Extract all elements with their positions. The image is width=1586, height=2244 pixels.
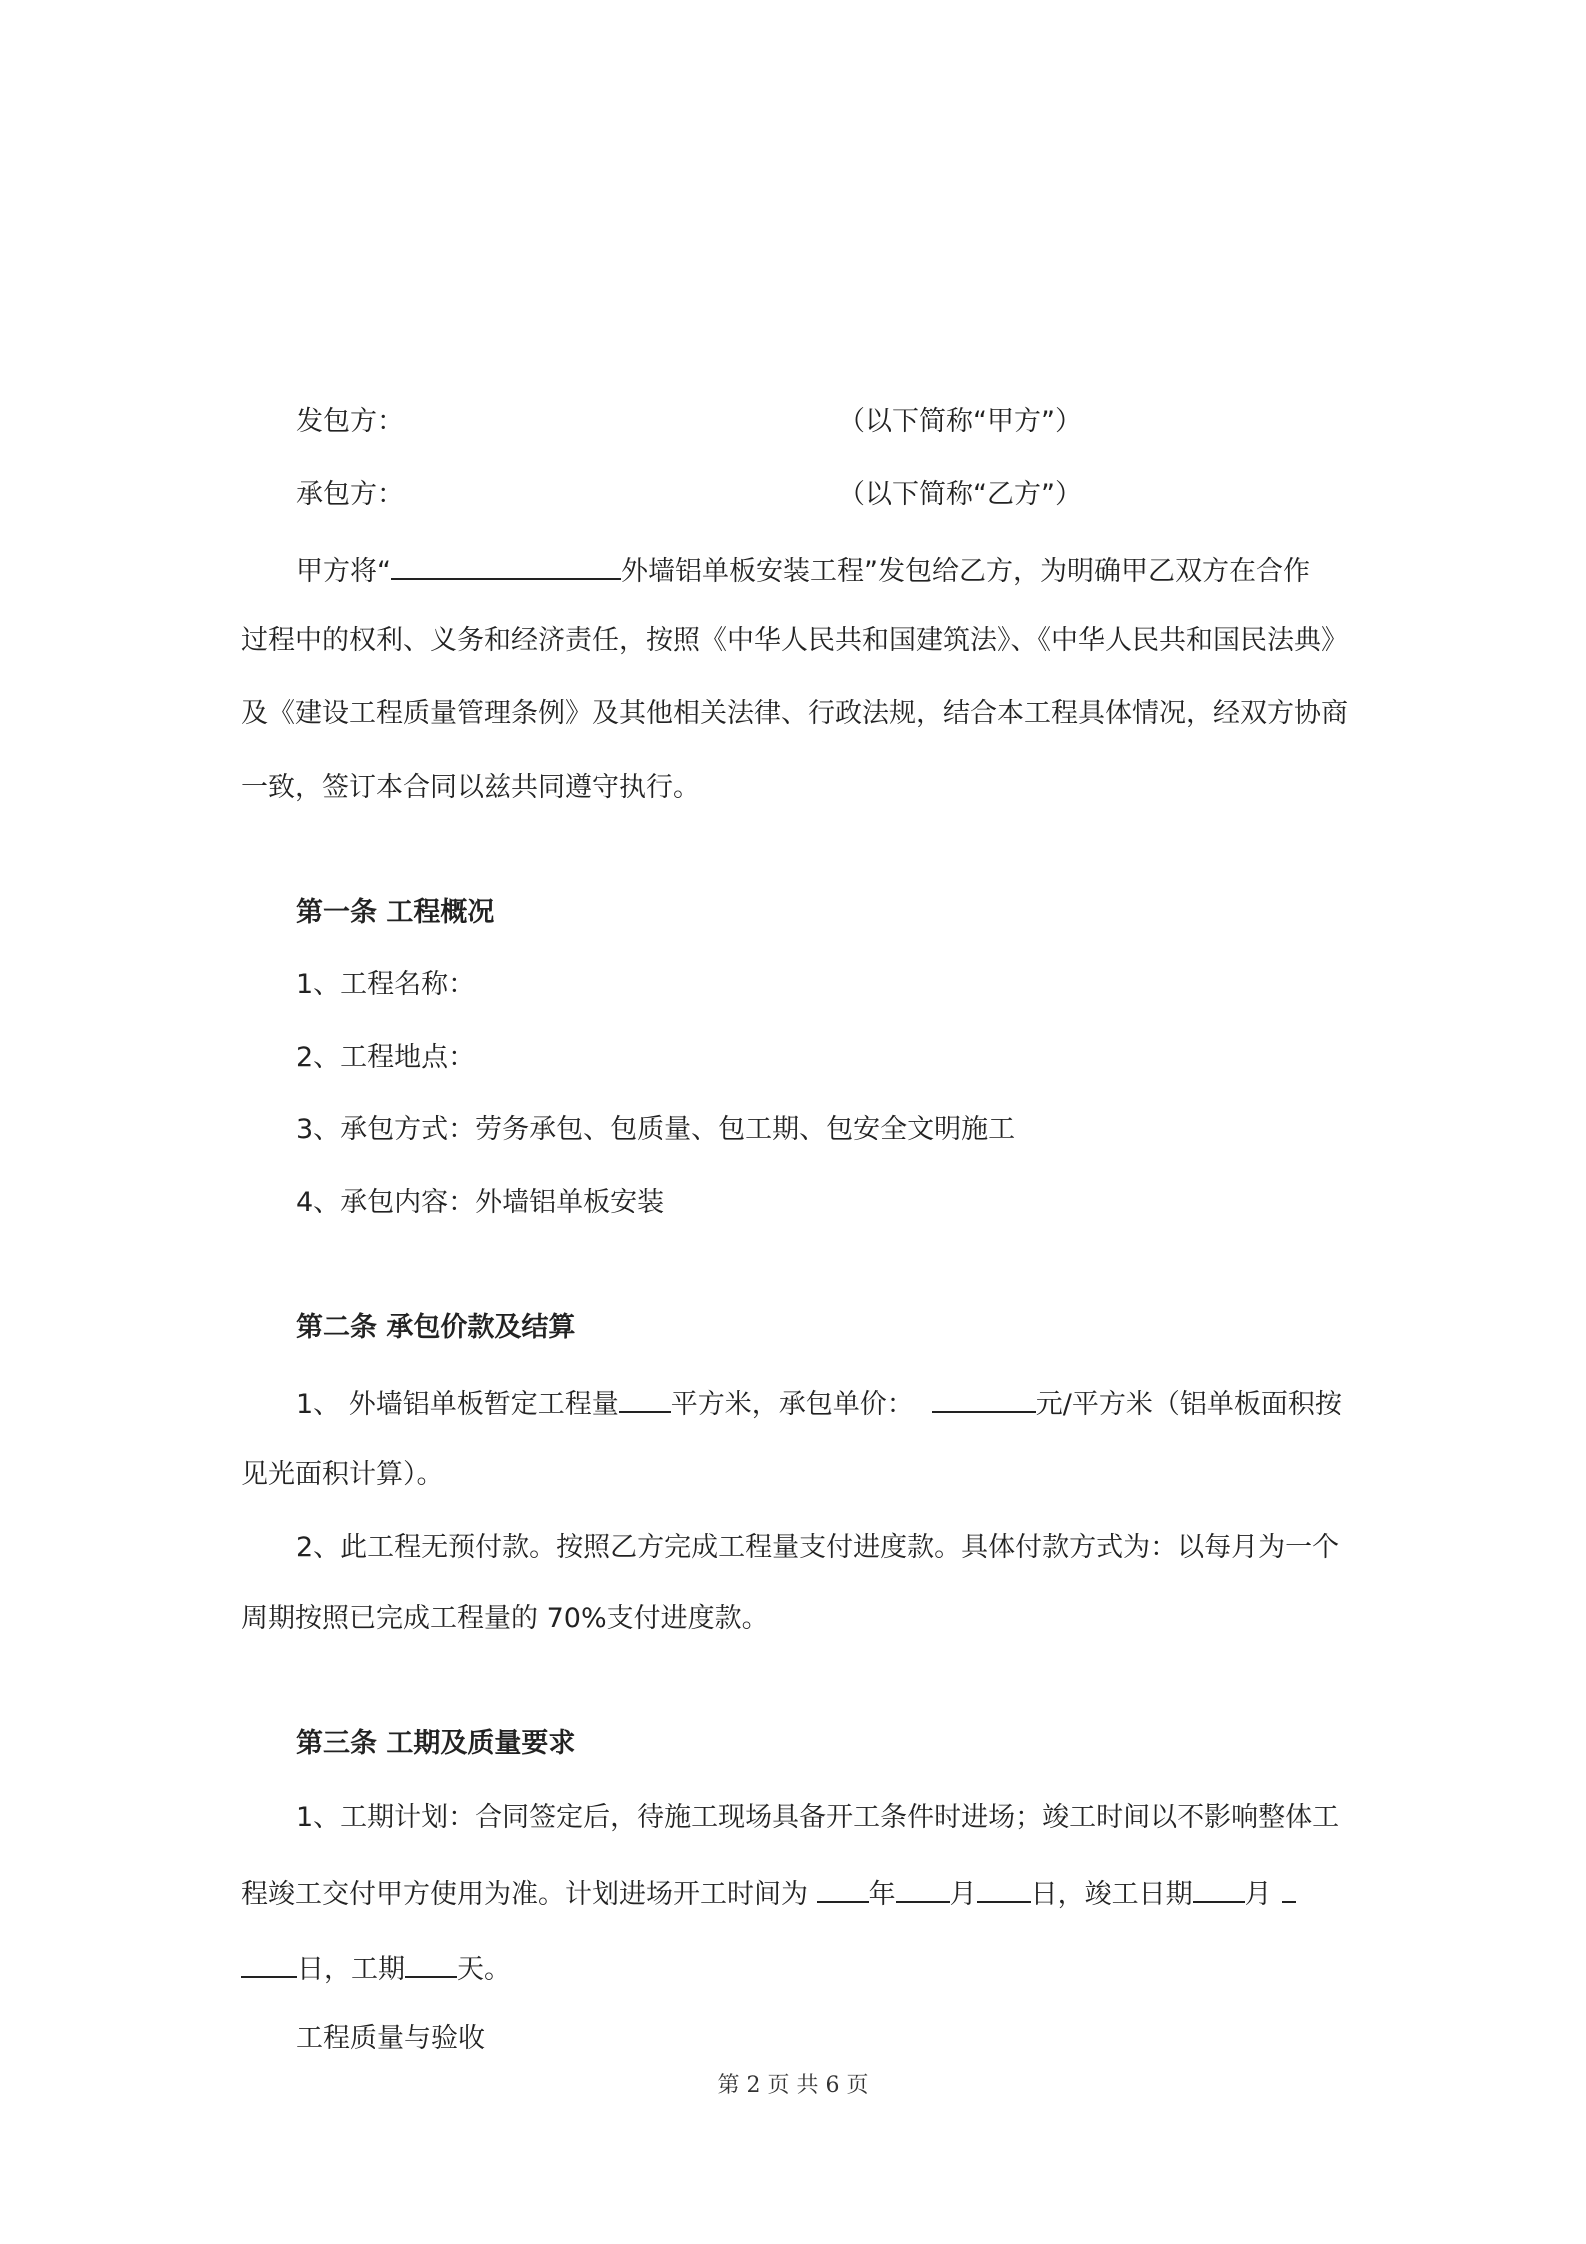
unit-price-blank xyxy=(932,1385,1036,1413)
month-label-2: 月 xyxy=(1244,1879,1272,1910)
article-3-schedule-line xyxy=(241,1875,1296,1913)
article-2-para-1 xyxy=(296,1385,1342,1423)
intro-line-2: 过程中的权利、义务和经济责任，按照《中华人民共和国建筑法》、《中华人民共和国民法典》 xyxy=(241,625,1348,656)
start-month-blank xyxy=(896,1875,950,1903)
article-2-para-2: 2、此工程无预付款。按照乙方完成工程量支付进度款。具体付款方式为：以每月为一个 xyxy=(296,1532,1340,1563)
party-b-label: 承包方： xyxy=(296,479,404,510)
quantity-blank xyxy=(619,1385,671,1413)
end-month-blank xyxy=(1193,1875,1245,1903)
intro-line-3: 及《建设工程质量管理条例》及其他相关法律、行政法规，结合本工程具体情况，经双方协商 xyxy=(241,698,1348,729)
article-1-title: 第一条 工程概况 xyxy=(296,897,495,928)
article-2-para-1-cont: 见光面积计算）。 xyxy=(241,1459,444,1490)
article-1-item-4: 4、承包内容：外墙铝单板安装 xyxy=(296,1187,665,1218)
days-label: 天。 xyxy=(457,1954,511,1985)
month-label: 月 xyxy=(949,1879,977,1910)
article-3-title: 第三条 工期及质量要求 xyxy=(296,1728,576,1759)
intro-text-a: 甲方将“ xyxy=(296,556,391,587)
party-b-alias: （以下简称“乙方”） xyxy=(838,479,1082,510)
unit-price-label: 平方米，承包单价： xyxy=(670,1389,914,1420)
intro-line-4: 一致，签订本合同以兹共同遵守执行。 xyxy=(241,772,700,803)
duration-blank xyxy=(405,1950,457,1978)
article-1-item-1: 1、工程名称： xyxy=(296,969,476,1000)
end-day-blank-start xyxy=(1282,1875,1296,1903)
party-a-label: 发包方： xyxy=(296,406,404,437)
intro-line-1 xyxy=(296,552,1310,590)
article-3-duration-line xyxy=(241,1950,511,1988)
article-2-title: 第二条 承包价款及结算 xyxy=(296,1312,576,1343)
year-label: 年 xyxy=(868,1879,896,1910)
article-2-para-2-cont: 周期按照已完成工程量的 70%支付进度款。 xyxy=(241,1603,769,1634)
project-name-blank xyxy=(391,552,621,580)
article-3-para-1: 1、工期计划：合同签定后，待施工现场具备开工条件时进场；竣工时间以不影响整体工 xyxy=(296,1802,1340,1833)
party-a-alias: （以下简称“甲方”） xyxy=(838,406,1082,437)
page-number: 第 2 页 共 6 页 xyxy=(717,2073,869,2098)
article-1-item-3: 3、承包方式：劳务承包、包质量、包工期、包安全文明施工 xyxy=(296,1114,1016,1145)
completion-label: 日，竣工日期 xyxy=(1030,1879,1193,1910)
start-day-blank xyxy=(977,1875,1031,1903)
intro-text-b: 外墙铝单板安装工程”发包给乙方，为明确甲乙双方在合作 xyxy=(621,556,1310,587)
unit-price-unit: 元/平方米（铝单板面积按 xyxy=(1035,1389,1342,1420)
quality-heading: 工程质量与验收 xyxy=(296,2023,485,2054)
end-day-blank xyxy=(241,1950,297,1978)
start-year-blank xyxy=(817,1875,869,1903)
quantity-label: 1、 外墙铝单板暂定工程量 xyxy=(296,1389,619,1420)
schedule-label: 程竣工交付甲方使用为准。计划进场开工时间为 xyxy=(241,1879,817,1910)
duration-label: 日，工期 xyxy=(297,1954,405,1985)
article-1-item-2: 2、工程地点： xyxy=(296,1042,476,1073)
